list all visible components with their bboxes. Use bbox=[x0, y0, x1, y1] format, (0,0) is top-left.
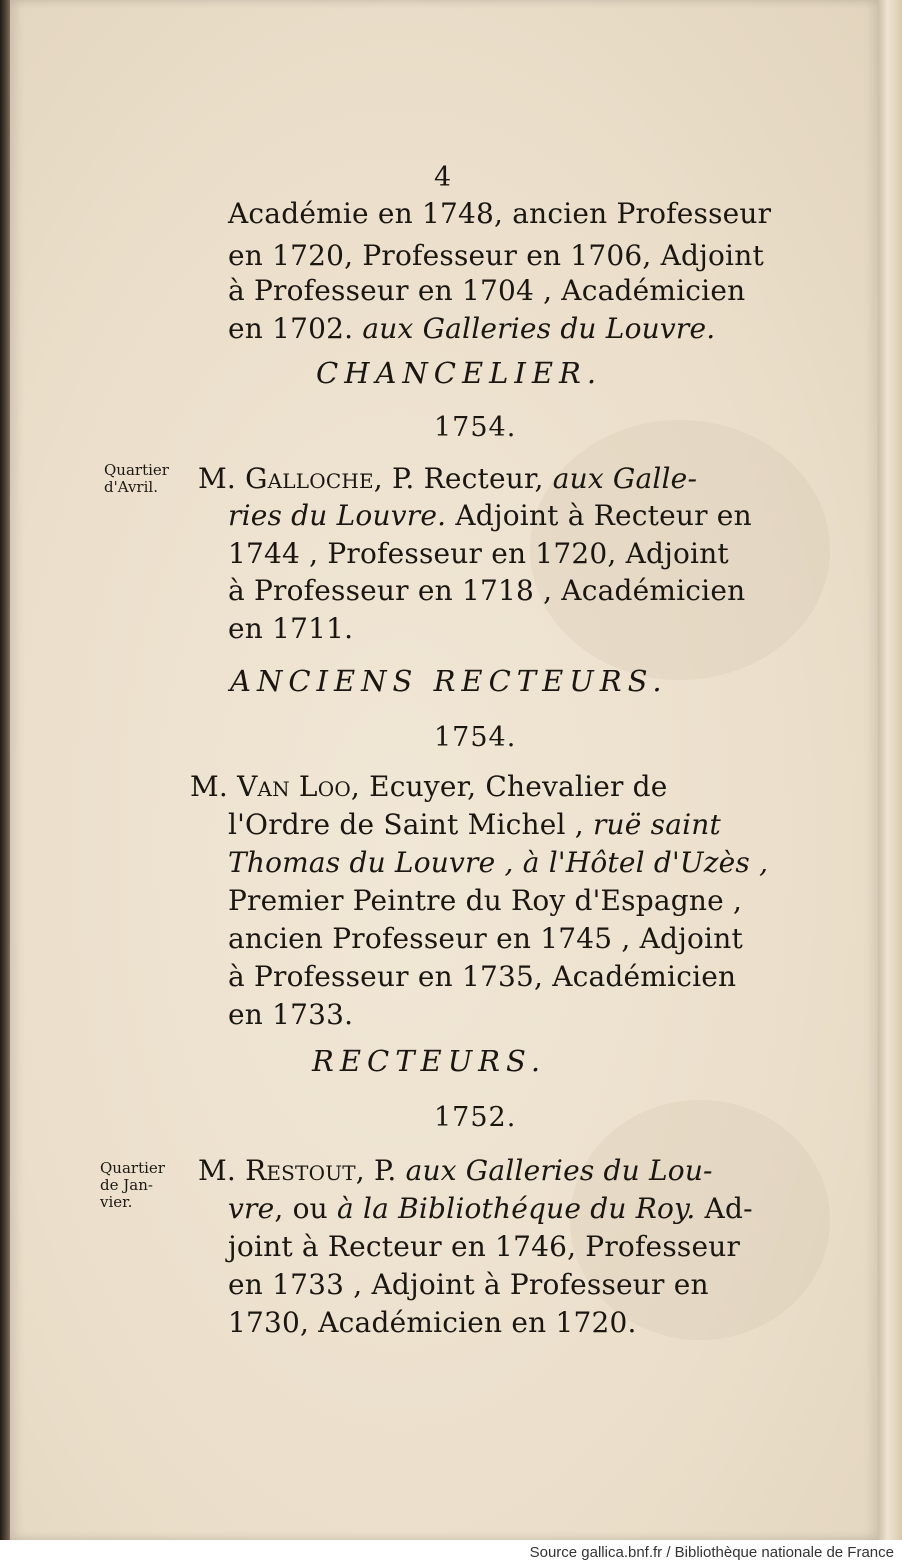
text-line: Thomas du Louvre , à l'Hôtel d'Uzès , bbox=[228, 846, 769, 879]
text-segment: en 1702. bbox=[228, 312, 354, 345]
text-line: en 1711. bbox=[228, 612, 354, 645]
margin-note bbox=[104, 462, 169, 496]
margin-note bbox=[100, 1160, 165, 1211]
address-italic: vre bbox=[228, 1192, 275, 1225]
margin-note-line: vier. bbox=[100, 1193, 133, 1211]
text-line: en 1733. bbox=[228, 998, 354, 1031]
section-heading-recteurs: RECTEURS. bbox=[312, 1044, 547, 1078]
address-italic: ruë saint bbox=[592, 808, 721, 841]
person-name: M. Van Loo bbox=[190, 770, 351, 803]
address-italic: ries du Louvre. bbox=[228, 499, 447, 532]
address-italic: aux Galle- bbox=[552, 462, 698, 495]
page-edge-stack bbox=[878, 0, 902, 1540]
page-number: 4 bbox=[434, 162, 453, 193]
margin-note-line: Quartier bbox=[104, 461, 169, 479]
person-name: M. Galloche bbox=[198, 462, 374, 495]
text-line: en 1720, Professeur en 1706, Adjoint bbox=[228, 239, 764, 272]
section-heading-anciens-recteurs: ANCIENS RECTEURS. bbox=[230, 664, 668, 698]
source-footer bbox=[0, 1540, 902, 1566]
text-segment: Adjoint à Recteur en bbox=[455, 499, 752, 532]
text-line: en 1733 , Adjoint à Professeur en bbox=[228, 1268, 709, 1301]
address-italic: aux Galleries du Lou- bbox=[405, 1154, 713, 1187]
text-line: à Professeur en 1704 , Académicien bbox=[228, 274, 746, 307]
text-segment: l'Ordre de Saint Michel , bbox=[228, 808, 584, 841]
text-line bbox=[228, 310, 715, 348]
text-line bbox=[228, 1190, 753, 1228]
margin-note-line: Quartier bbox=[100, 1159, 165, 1177]
source-credit: Source gallica.bnf.fr / Bibliothèque nationale de France bbox=[529, 1544, 894, 1561]
text-line bbox=[198, 1152, 713, 1190]
text-line: joint à Recteur en 1746, Professeur bbox=[228, 1230, 741, 1263]
margin-note-line: d'Avril. bbox=[104, 478, 158, 496]
person-name: M. Restout bbox=[198, 1154, 356, 1187]
text-segment: , Ecuyer, Chevalier de bbox=[350, 770, 668, 803]
text-line: 1744 , Professeur en 1720, Adjoint bbox=[228, 537, 729, 570]
section-year: 1752. bbox=[434, 1102, 517, 1133]
text-segment: , P. bbox=[355, 1154, 397, 1187]
text-line: à Professeur en 1735, Académicien bbox=[228, 960, 737, 993]
text-line: ancien Professeur en 1745 , Adjoint bbox=[228, 922, 743, 955]
margin-note-line: de Jan- bbox=[100, 1176, 153, 1194]
section-year: 1754. bbox=[434, 722, 517, 753]
section-heading-chancelier: CHANCELIER. bbox=[316, 356, 603, 390]
address-italic: à la Bibliothéque du Roy. bbox=[336, 1192, 696, 1225]
address-italic: aux Galleries du Louvre. bbox=[362, 312, 716, 345]
text-line: Premier Peintre du Roy d'Espagne , bbox=[228, 884, 743, 917]
text-line: 1730, Académicien en 1720. bbox=[228, 1306, 637, 1339]
text-segment: Ad- bbox=[704, 1192, 753, 1225]
text-line bbox=[198, 460, 697, 498]
text-segment: , P. Recteur, bbox=[373, 462, 544, 495]
text-line: Académie en 1748, ancien Professeur bbox=[228, 197, 772, 230]
text-line bbox=[228, 497, 752, 535]
text-line bbox=[190, 768, 668, 806]
text-segment: , ou bbox=[274, 1192, 328, 1225]
text-line bbox=[228, 806, 721, 844]
section-year: 1754. bbox=[434, 412, 517, 443]
text-line: à Professeur en 1718 , Académicien bbox=[228, 574, 746, 607]
